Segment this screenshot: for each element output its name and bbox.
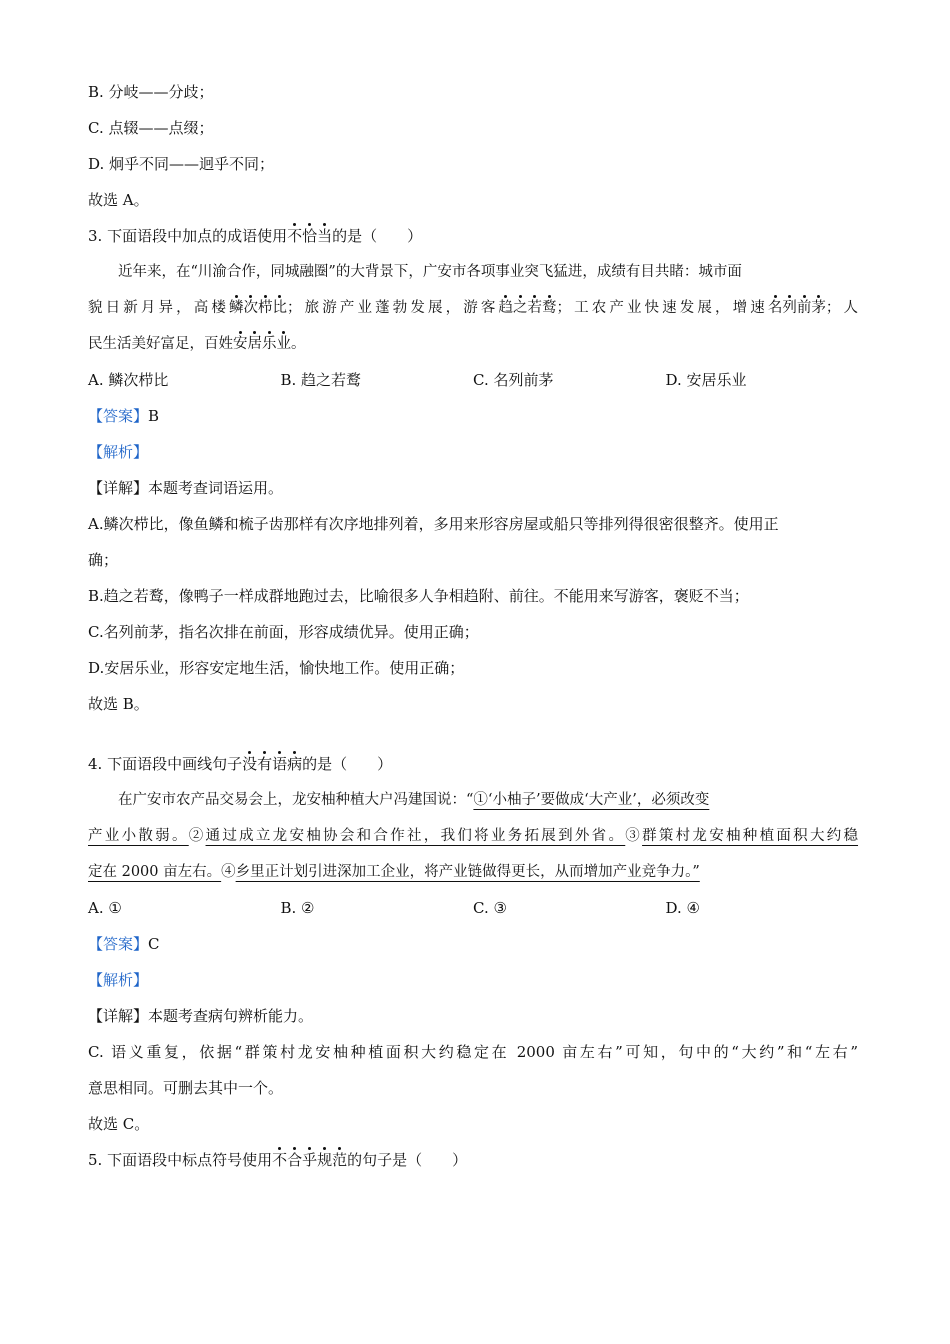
conclusion-line: 故选 A。 — [88, 191, 149, 209]
dotted-char: 合 — [287, 1142, 302, 1178]
section-gap — [88, 722, 858, 746]
option-c: C. ③ — [473, 899, 507, 917]
answer-tag: 【答案】 — [88, 935, 149, 953]
dotted-char: 之 — [513, 290, 528, 326]
dotted-char: 不 — [272, 1142, 287, 1178]
question-4-analysis-tag: 【解析】 — [88, 971, 149, 989]
option-b-line: B. 分岐——分歧； — [88, 83, 214, 101]
dotted-char: 乐 — [262, 326, 277, 362]
question-4-passage-line-1: 在广安市农产品交易会上，龙安柚种植大户冯建国说：“①‘小柚子’要做成‘大产业’，必须改变 — [118, 792, 710, 808]
underlined-sentence-4: 乡里正计划引进深加工企业，将产业链做得更长，从而增加产业竞争力。” — [235, 864, 700, 880]
option-d: D. 安居乐业 — [665, 371, 747, 389]
answer-tag: 【答案】 — [88, 407, 149, 425]
question-5-stem: 5. 下面语段中标点符号使用不合乎规范的句子是（ ） — [88, 1142, 858, 1178]
dotted-char: 范 — [332, 1142, 347, 1178]
question-3-passage-line-3: 民生活美好富足，百姓安居乐业。 — [88, 326, 858, 362]
answer-value: B — [148, 407, 160, 425]
dotted-char: 没 — [242, 746, 257, 782]
question-4-conclusion: 故选 C。 — [88, 1115, 150, 1133]
dotted-char: 茅 — [811, 290, 826, 326]
dotted-char: 安 — [233, 326, 248, 362]
dotted-char: 前 — [797, 290, 812, 326]
dotted-char: 病 — [287, 746, 302, 782]
dotted-char: 次 — [243, 290, 258, 326]
question-4-passage-line-2: 产业小散弱。②通过成立龙安柚协会和合作社，我们将业务拓展到外省。③群策村龙安柚种植面积大约稳 — [88, 828, 859, 844]
dotted-char: 不 — [287, 218, 302, 254]
question-3-explain-a-cont: 确； — [88, 551, 119, 569]
underlined-sentence-3: 群策村龙安柚种植面积大约稳 — [642, 828, 859, 844]
dotted-char: 居 — [248, 326, 263, 362]
dotted-char: 比 — [272, 290, 287, 326]
option-c: C. 名列前茅 — [473, 371, 554, 389]
question-3-conclusion: 故选 B。 — [88, 695, 149, 713]
document-page — [88, 74, 858, 1178]
dotted-char: 趋 — [498, 290, 513, 326]
dotted-char: 若 — [527, 290, 542, 326]
option-c-line: C. 点辍——点缀； — [88, 119, 214, 137]
dotted-char: 鳞 — [229, 290, 244, 326]
question-3-answer — [88, 398, 858, 434]
underlined-sentence-2: 通过成立龙安柚协会和合作社，我们将业务拓展到外省。 — [205, 828, 626, 844]
question-3-stem: 3. 下面语段中加点的成语使用不恰当的是（ ） — [88, 218, 858, 254]
answer-value: C — [148, 935, 160, 953]
dotted-char: 列 — [782, 290, 797, 326]
question-4-explain-c-cont: 意思相同。可删去其中一个。 — [88, 1079, 284, 1097]
question-3-analysis-tag: 【解析】 — [88, 443, 149, 461]
dotted-char: 有 — [257, 746, 272, 782]
underlined-sentence-3-cont: 定在 2000 亩左右。 — [88, 864, 222, 880]
question-4-answer — [88, 926, 858, 962]
question-4-explain-c: C. 语义重复，依据“群策村龙安柚种植面积大约稳定在 2000 亩左右”可知，句中的“大约”和“左右” — [88, 1043, 858, 1061]
option-d: D. ④ — [665, 899, 700, 917]
question-3-passage-line-2: 貌日新月异，高楼鳞次栉比；旅游产业蓬勃发展，游客趋之若鹜；工农产业快速发展，增速名列前茅；人 — [88, 290, 858, 326]
question-3-explain-a: A.鳞次栉比，像鱼鳞和梳子齿那样有次序地排列着，多用来形容房屋或船只等排列得很密很整齐。使用正 — [88, 515, 779, 533]
option-a: A. 鳞次栉比 — [88, 371, 169, 389]
dotted-char: 名 — [768, 290, 783, 326]
dotted-char: 栉 — [258, 290, 273, 326]
question-4-passage-line-3: 定在 2000 亩左右。④乡里正计划引进深加工企业，将产业链做得更长，从而增加产业竞争力。” — [88, 864, 700, 880]
dotted-char: 鹜 — [542, 290, 557, 326]
underlined-sentence-1: ①‘小柚子’要做成‘大产业’，必须改变 — [473, 792, 710, 808]
option-b: B. ② — [280, 899, 315, 917]
question-3-explain-c: C.名列前茅，指名次排在前面，形容成绩优异。使用正确； — [88, 623, 479, 641]
option-b: B. 趋之若鹜 — [280, 371, 362, 389]
question-3-explain-b: B.趋之若鹜，像鸭子一样成群地跑过去，比喻很多人争相趋附、前往。不能用来写游客，褒贬不当； — [88, 587, 749, 605]
dotted-char: 业 — [277, 326, 292, 362]
question-3-detail: 【详解】本题考查词语运用。 — [88, 479, 284, 497]
underlined-sentence-1-cont: 产业小散弱。 — [88, 828, 189, 844]
question-4-detail: 【详解】本题考查病句辨析能力。 — [88, 1007, 314, 1025]
option-a: A. ① — [88, 899, 122, 917]
dotted-char: 语 — [272, 746, 287, 782]
dotted-char: 乎 — [302, 1142, 317, 1178]
option-d-line: D. 炯乎不同——迥乎不同； — [88, 155, 275, 173]
dotted-char: 恰 — [302, 218, 317, 254]
question-3-passage-line-1: 近年来，在“川渝合作，同城融圈”的大背景下，广安市各项事业突飞猛进，成绩有目共睹：城市面 — [118, 264, 742, 280]
question-4-options — [88, 890, 858, 926]
question-3-explain-d: D.安居乐业，形容安定地生活，愉快地工作。使用正确； — [88, 659, 465, 677]
dotted-char: 规 — [317, 1142, 332, 1178]
question-4-stem: 4. 下面语段中画线句子没有语病的是（ ） — [88, 746, 858, 782]
dotted-char: 当 — [317, 218, 332, 254]
question-3-options — [88, 362, 858, 398]
